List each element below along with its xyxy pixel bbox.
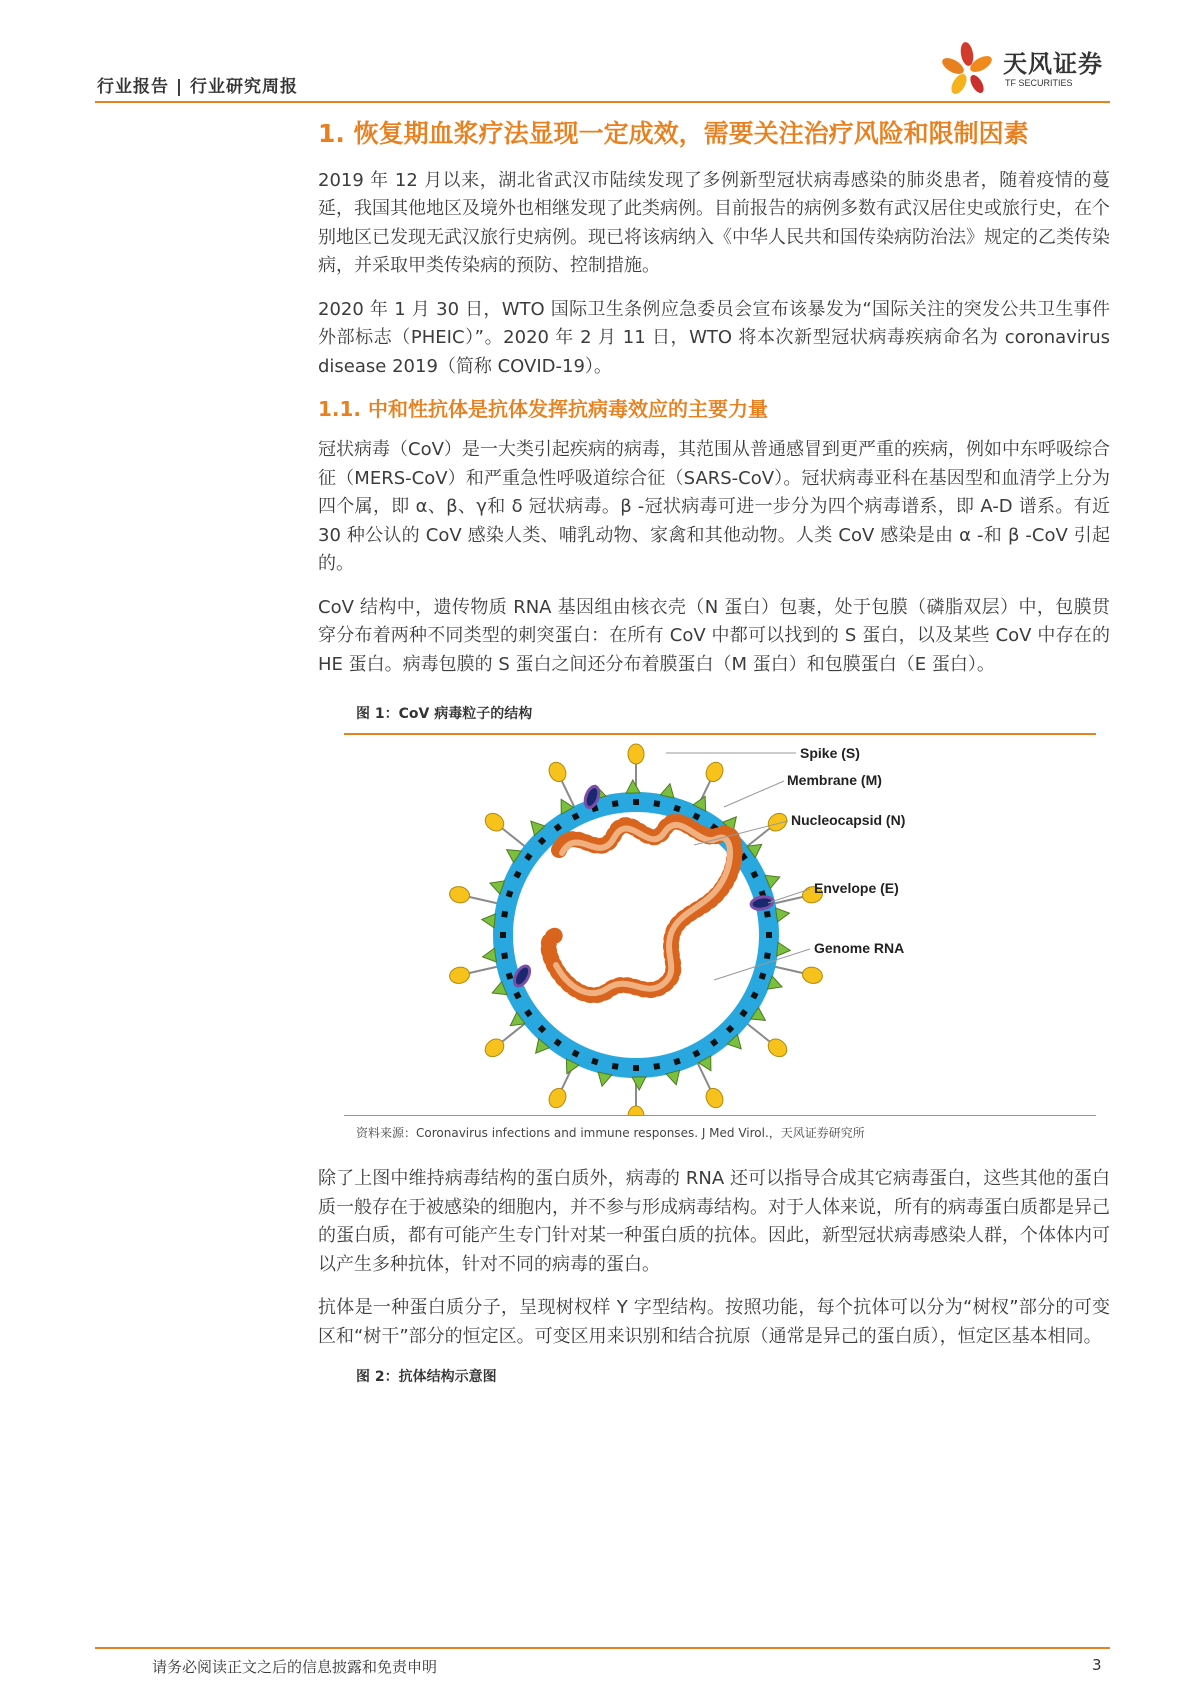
membrane-tick xyxy=(653,800,660,807)
label-genome-rna: Genome RNA xyxy=(814,940,905,956)
label-membrane: Membrane (M) xyxy=(787,772,882,788)
membrane-tick xyxy=(612,1063,619,1070)
spike-head xyxy=(448,965,471,985)
label-spike: Spike (S) xyxy=(800,745,860,761)
footer-divider xyxy=(95,1647,1110,1649)
virion-diagram xyxy=(344,735,1096,1135)
membrane-tick xyxy=(633,1065,639,1071)
membrane-tick xyxy=(633,799,639,805)
nucleocapsid-triangle xyxy=(595,1072,612,1088)
paragraph: 除了上图中维持病毒结构的蛋白质外，病毒的 RNA 还可以指导合成其它病毒蛋白，这些其他的蛋白质一般存在于被感染的细胞内，并不参与形成病毒结构。对于人体来说，所有的病毒蛋白质都是异己的蛋白质，都有可能产生专门针对某一种蛋白质的抗体。因此，新型冠状病毒感染人群，个体体内可以产生多种抗体，针对不同的病毒的蛋白。 xyxy=(318,1168,1110,1275)
paragraph: 冠状病毒（CoV）是一大类引起疾病的病毒，其范围从普通感冒到更严重的疾病，例如中东呼吸综合征（MERS-CoV）和严重急性呼吸道综合征（SARS-CoV）。冠状病毒亚科在基因型和血清学上分为四个属，即 α、β、γ和 δ 冠状病毒。β -冠状病毒可进一步分为四个病毒谱系，即 A-D 谱系。有近 30 种公认的 CoV 感染人类、哺乳动物、家禽和其他动物。人类 CoV 感染是由 α -和 β -CoV 引起的。 xyxy=(318,439,1110,574)
brand-name: 天风证券 xyxy=(1003,50,1103,78)
membrane-tick xyxy=(764,952,771,959)
membrane-tick xyxy=(612,800,619,807)
membrane-tick xyxy=(501,952,508,959)
leader-line xyxy=(724,781,784,807)
main-content xyxy=(318,118,1110,1386)
header-divider xyxy=(95,101,1110,103)
nucleocapsid-triangle xyxy=(481,913,495,928)
subsection-heading: 1.1. 中和性抗体是抗体发挥抗病毒效应的主要力量 xyxy=(318,397,768,421)
membrane-tick xyxy=(501,911,508,918)
section-heading: 1. 恢复期血浆疗法显现一定成效，需要关注治疗风险和限制因素 xyxy=(318,119,1029,148)
paragraph: CoV 结构中，遗传物质 RNA 基因组由核衣壳（N 蛋白）包裹，处于包膜（磷脂双层）中，包膜贯穿分布着两种不同类型的刺突蛋白：在所有 CoV 中都可以找到的 S 蛋白，以及某些 CoV 中存在的 HE 蛋白。病毒包膜的 S 蛋白之间还分布着膜蛋白（M 蛋白）和包膜蛋白（E 蛋白）。 xyxy=(318,596,1110,675)
spike-head xyxy=(546,759,569,784)
nucleocapsid-triangle xyxy=(482,948,497,964)
spike-head xyxy=(628,1106,644,1115)
spike-head xyxy=(703,1086,726,1111)
genome-rna xyxy=(549,822,735,996)
membrane-tick xyxy=(500,932,506,938)
spike-head xyxy=(801,965,824,985)
figure-title: 图 1：CoV 病毒粒子的结构 xyxy=(356,706,533,722)
page-header xyxy=(97,50,1107,102)
nucleocapsid-triangle xyxy=(776,906,791,922)
label-envelope: Envelope (E) xyxy=(814,880,899,896)
virion-illustration xyxy=(344,735,1096,1115)
membrane-tick xyxy=(766,932,772,938)
spike-head xyxy=(546,1086,569,1111)
spike-head xyxy=(448,885,471,905)
figure-source: 资料来源：Coronavirus infections and immune responses. J Med Virol.，天风证券研究所 xyxy=(356,1126,865,1140)
brand-name-en: TF SECURITIES xyxy=(1005,78,1073,88)
membrane-tick xyxy=(653,1063,660,1070)
nucleocapsid-triangle xyxy=(626,780,640,793)
disclaimer-link[interactable]: 请务必阅读正文之后的信息披露和免责申明 xyxy=(152,1658,438,1676)
nucleocapsid-triangle xyxy=(632,1077,646,1090)
figure-title: 图 2：抗体结构示意图 xyxy=(356,1369,497,1385)
nucleocapsid-triangle xyxy=(660,782,677,798)
spike-head xyxy=(628,744,644,764)
label-nucleocapsid: Nucleocapsid (N) xyxy=(791,812,906,828)
nucleocapsid-triangle xyxy=(777,942,791,957)
report-category: 行业报告 | 行业研究周报 xyxy=(97,77,299,97)
paragraph: 2019 年 12 月以来，湖北省武汉市陆续发现了多例新型冠状病毒感染的肺炎患者，随着疫情的蔓延，我国其他地区及境外也相继发现了此类病例。目前报告的病例多数有武汉居住史或旅行史，在个别地区已发现无武汉旅行史病例。现已将该病纳入《中华人民共和国传染病防治法》规定的乙类传染病，并采取甲类传染病的预防、控制措施。 xyxy=(318,169,1110,276)
spike-head xyxy=(765,810,791,835)
paragraph: 2020 年 1 月 30 日，WTO 国际卫生条例应急委员会宣布该暴发为“国际关注的突发公共卫生事件外部标志（PHEIC）”。2020 年 2 月 11 日，WTO 将本次新型冠状病毒疾病命名为 coronavirus disease 2019（简称 COVID-19）。 xyxy=(318,298,1110,377)
membrane-tick xyxy=(764,911,771,918)
logo-petal-icon xyxy=(937,40,999,100)
paragraph: 抗体是一种蛋白质分子，呈现树杈样 Y 字型结构。按照功能，每个抗体可以分为“树杈”部分的可变区和“树干”部分的恒定区。可变区用来识别和结合抗原（通常是异己的蛋白质），恒定区基本相同。 xyxy=(318,1297,1110,1347)
page-number: 3 xyxy=(1092,1656,1102,1674)
brand-logo xyxy=(937,40,1107,100)
spike-head xyxy=(482,1035,508,1060)
spike-head xyxy=(482,810,508,835)
spike-head xyxy=(765,1035,791,1060)
spike-head xyxy=(703,759,726,784)
